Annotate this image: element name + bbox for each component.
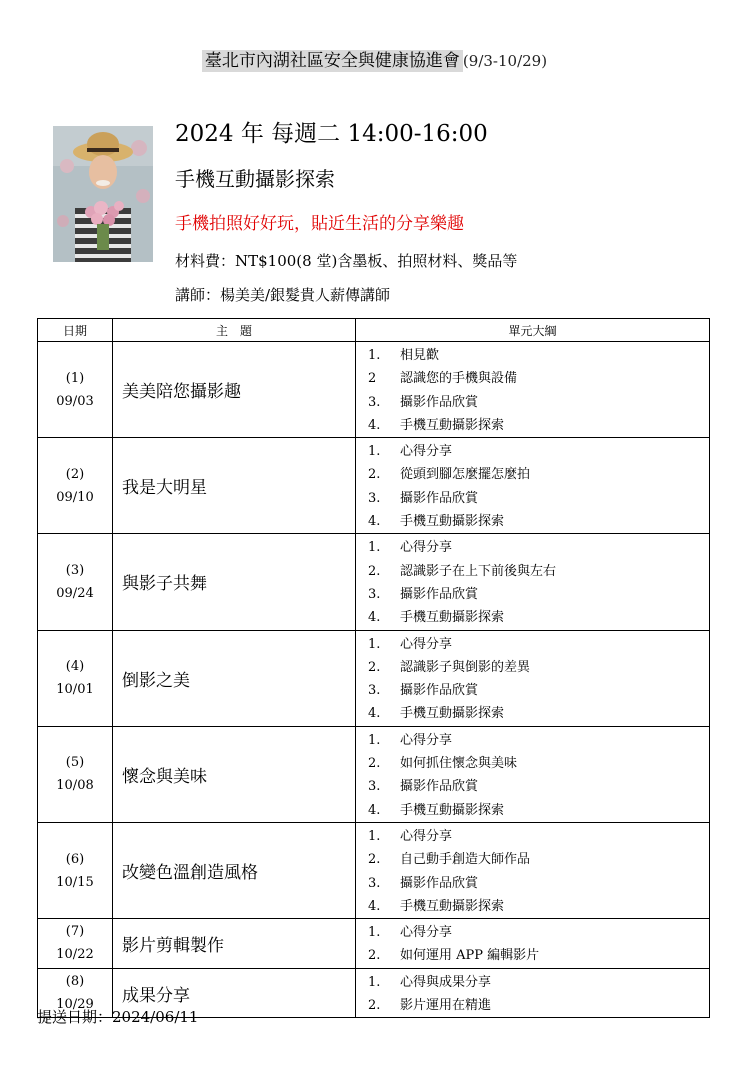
outline-item-number: 2. — [368, 852, 381, 868]
outline-item-text: 自己動手創造大師作品 — [400, 852, 531, 868]
session-date: 09/24 — [56, 585, 94, 601]
schedule-line: 2024 年 每週二 14:00-16:00 — [175, 121, 488, 147]
outline-item-text: 攝影作品欣賞 — [400, 875, 479, 891]
outline-item-text: 攝影作品欣賞 — [400, 586, 479, 602]
session-number: (5) — [65, 755, 85, 771]
outline-item-number: 1. — [368, 540, 381, 556]
session-outline — [356, 968, 710, 1018]
session-date: 10/08 — [56, 778, 94, 794]
session-outline — [356, 438, 710, 534]
table-header-row — [38, 319, 710, 342]
outline-item-number: 4. — [368, 802, 381, 818]
outline-item-text: 從頭到腳怎麼擺怎麼拍 — [400, 467, 531, 483]
outline-item-text: 心得分享 — [400, 732, 453, 748]
outline-item-number: 3. — [368, 683, 381, 699]
course-title: 手機互動攝影探索 — [175, 167, 335, 191]
session-topic: 我是大明星 — [113, 438, 356, 534]
outline-item-text: 心得分享 — [400, 444, 453, 460]
outline-item-text: 相見歡 — [400, 348, 440, 363]
session-topic: 成果分享 — [113, 968, 356, 1018]
outline-item-text: 如何運用 APP 編輯影片 — [400, 948, 540, 964]
outline-item-number: 1. — [368, 444, 381, 460]
session-date-cell — [38, 438, 113, 534]
outline-item — [368, 872, 709, 895]
session-topic: 懷念與美味 — [113, 726, 356, 822]
table-row — [38, 534, 710, 630]
session-number: (3) — [65, 562, 85, 578]
syllabus-table — [37, 318, 710, 1018]
session-outline — [356, 630, 710, 726]
outline-item-number: 3. — [368, 586, 381, 602]
outline-item-text: 如何抓住懷念與美味 — [400, 756, 518, 772]
outline-item-number: 2. — [368, 756, 381, 772]
outline-item-text: 手機互動攝影探索 — [400, 706, 505, 722]
outline-item-text: 認識影子與倒影的差異 — [400, 659, 531, 675]
session-topic: 倒影之美 — [113, 630, 356, 726]
header-date: 日期 — [38, 319, 113, 342]
session-number: (6) — [65, 851, 85, 867]
outline-item-number: 3. — [368, 394, 381, 410]
outline-item — [368, 633, 709, 656]
session-outline — [356, 919, 710, 969]
outline-item — [368, 971, 709, 994]
document-header — [0, 46, 749, 71]
table-row — [38, 822, 710, 918]
session-number: (8) — [65, 974, 85, 990]
outline-item — [368, 921, 709, 944]
outline-item-text: 影片運用在精進 — [400, 998, 492, 1014]
outline-item-number: 3. — [368, 875, 381, 891]
outline-item-text: 攝影作品欣賞 — [400, 394, 479, 410]
outline-item-number: 2. — [368, 998, 381, 1014]
outline-item-number: 4. — [368, 417, 381, 433]
outline-item-text: 心得與成果分享 — [400, 974, 492, 990]
outline-item — [368, 367, 709, 390]
session-topic: 美美陪您攝影趣 — [113, 342, 356, 438]
outline-item-text: 認識影子在上下前後與左右 — [400, 563, 557, 579]
session-date: 10/22 — [56, 947, 94, 963]
course-date-range: (9/3-10/29) — [462, 52, 548, 70]
outline-item-text: 攝影作品欣賞 — [400, 683, 479, 699]
outline-item-number: 4. — [368, 706, 381, 722]
outline-item-number: 1. — [368, 636, 381, 652]
outline-item-number: 1. — [368, 828, 381, 844]
session-number: (7) — [65, 924, 85, 940]
outline-item-text: 手機互動攝影探索 — [400, 610, 505, 626]
outline-item — [368, 440, 709, 463]
table-row — [38, 919, 710, 969]
outline-item — [368, 895, 709, 918]
material-fee: 材料費：NT$100(8 堂)含墨板、拍照材料、獎品等 — [175, 252, 518, 270]
outline-item-number: 4. — [368, 514, 381, 530]
session-outline — [356, 342, 710, 438]
session-date: 09/03 — [56, 393, 94, 409]
outline-item — [368, 391, 709, 414]
outline-item-number: 2. — [368, 659, 381, 675]
outline-item-number: 4. — [368, 898, 381, 914]
syllabus-body — [38, 342, 710, 1018]
session-number: (2) — [65, 466, 85, 482]
outline-item — [368, 487, 709, 510]
outline-item — [368, 344, 709, 367]
submission-date: 提送日期：2024/06/11 — [37, 1008, 199, 1026]
session-topic: 影片剪輯製作 — [113, 919, 356, 969]
outline-item — [368, 702, 709, 725]
table-row — [38, 630, 710, 726]
instructor-portrait-image — [53, 126, 153, 262]
session-outline — [356, 534, 710, 630]
session-date-cell — [38, 726, 113, 822]
outline-item — [368, 656, 709, 679]
header-topic: 主 題 — [113, 319, 356, 342]
instructor-line: 講師：楊美美/銀髮貴人薪傳講師 — [175, 286, 391, 304]
session-outline — [356, 726, 710, 822]
session-outline — [356, 822, 710, 918]
session-topic: 與影子共舞 — [113, 534, 356, 630]
outline-item-text: 心得分享 — [400, 925, 453, 941]
outline-item-number: 1. — [368, 348, 381, 363]
session-date: 10/29 — [56, 997, 94, 1013]
outline-item — [368, 799, 709, 822]
outline-item-text: 手機互動攝影探索 — [400, 898, 505, 914]
outline-item — [368, 729, 709, 752]
outline-item-number: 2. — [368, 948, 381, 964]
outline-item — [368, 944, 709, 967]
outline-item-number: 3. — [368, 779, 381, 795]
table-row — [38, 342, 710, 438]
outline-item-number: 1. — [368, 925, 381, 941]
outline-item-text: 心得分享 — [400, 540, 453, 556]
session-date-cell — [38, 919, 113, 969]
session-topic: 改變色溫創造風格 — [113, 822, 356, 918]
session-number: (1) — [65, 370, 85, 386]
outline-item — [368, 510, 709, 533]
table-row — [38, 438, 710, 534]
outline-item — [368, 825, 709, 848]
outline-item-text: 手機互動攝影探索 — [400, 417, 505, 433]
outline-item — [368, 848, 709, 871]
outline-item — [368, 679, 709, 702]
outline-item-number: 2 — [368, 371, 377, 387]
session-date: 10/01 — [56, 682, 94, 698]
outline-item-text: 認識您的手機與設備 — [400, 371, 518, 387]
outline-item-number: 2. — [368, 467, 381, 483]
outline-item — [368, 560, 709, 583]
outline-item-text: 攝影作品欣賞 — [400, 779, 479, 795]
outline-item — [368, 536, 709, 559]
outline-item-number: 1. — [368, 974, 381, 990]
session-date-cell — [38, 534, 113, 630]
session-date: 10/15 — [56, 874, 94, 890]
outline-item-number: 1. — [368, 732, 381, 748]
outline-item-text: 攝影作品欣賞 — [400, 490, 479, 506]
course-tagline: 手機拍照好好玩，貼近生活的分享樂趣 — [175, 214, 464, 234]
table-row — [38, 726, 710, 822]
session-date-cell — [38, 342, 113, 438]
instructor-photo — [53, 126, 153, 262]
outline-item-text: 心得分享 — [400, 828, 453, 844]
outline-item-number: 4. — [368, 610, 381, 626]
outline-item — [368, 752, 709, 775]
outline-item-number: 2. — [368, 563, 381, 579]
session-date-cell — [38, 822, 113, 918]
session-date-cell — [38, 630, 113, 726]
outline-item — [368, 414, 709, 437]
session-number: (4) — [65, 659, 85, 675]
outline-item-number: 3. — [368, 490, 381, 506]
outline-item — [368, 994, 709, 1017]
session-date: 09/10 — [56, 489, 94, 505]
outline-item — [368, 463, 709, 486]
outline-item — [368, 606, 709, 629]
outline-item — [368, 583, 709, 606]
header-outline: 單元大綱 — [356, 319, 710, 342]
outline-item — [368, 775, 709, 798]
outline-item-text: 手機互動攝影探索 — [400, 514, 505, 530]
outline-item-text: 心得分享 — [400, 636, 453, 652]
organization-name: 臺北市內湖社區安全與健康協進會 — [202, 50, 463, 72]
outline-item-text: 手機互動攝影探索 — [400, 802, 505, 818]
